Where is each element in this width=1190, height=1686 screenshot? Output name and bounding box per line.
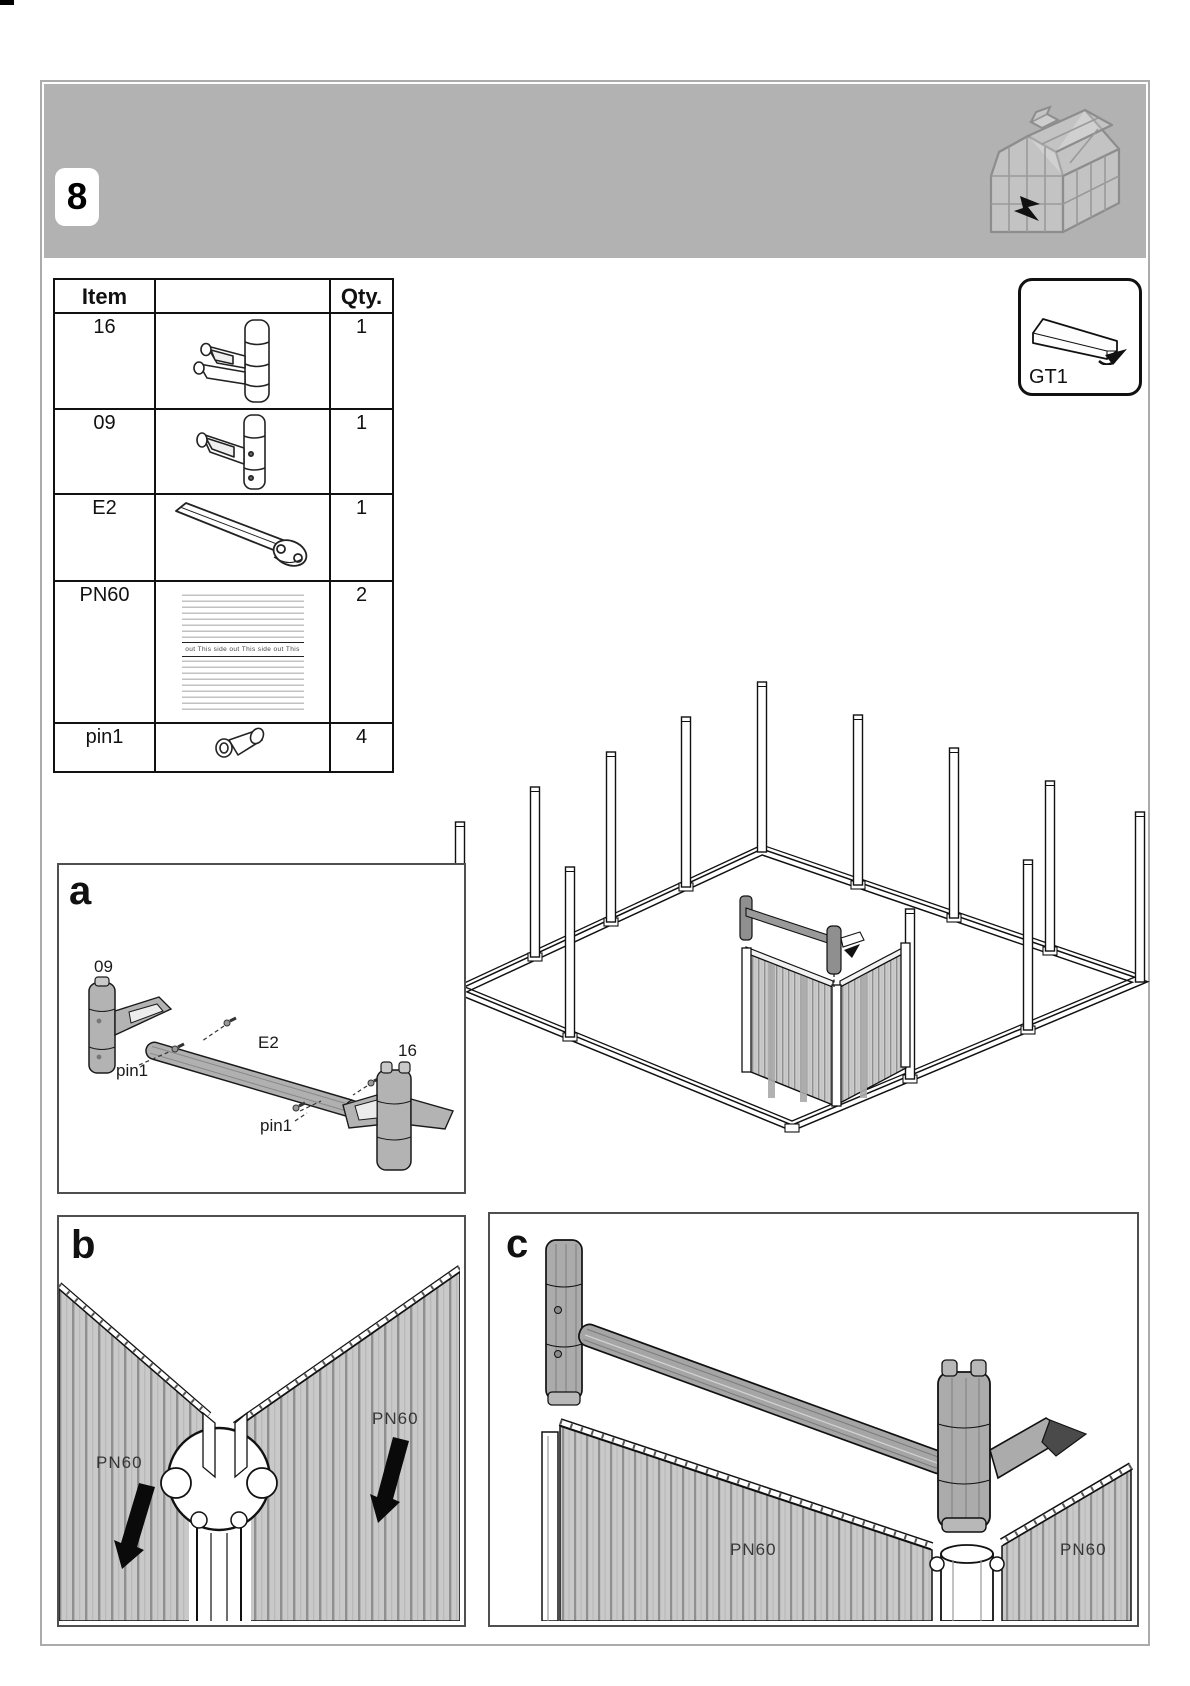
detail-a-illustration <box>59 865 464 1192</box>
detail-a-box <box>57 863 466 1194</box>
detail-b-box <box>57 1215 466 1627</box>
part-pin1-icon <box>155 723 330 772</box>
detail-b-letter: b <box>71 1223 96 1267</box>
main-assembly-illustration <box>440 640 1155 1140</box>
table-row <box>54 409 393 494</box>
part-qty: 1 <box>330 494 393 581</box>
part-pn60-icon <box>155 581 330 723</box>
part-id: 09 <box>54 409 155 494</box>
part-qty: 2 <box>330 581 393 723</box>
gt1-label: GT1 <box>1029 366 1068 388</box>
header-band <box>44 84 1146 258</box>
label-pin1: pin1 <box>260 1116 293 1135</box>
table-header-row <box>54 279 393 313</box>
table-row <box>54 723 393 772</box>
col-header-item: Item <box>54 279 155 313</box>
table-row <box>54 313 393 409</box>
label-pn60: PN60 <box>730 1540 777 1559</box>
detail-c-box <box>488 1212 1139 1627</box>
gt1-tool-box <box>1018 278 1142 396</box>
label-pn60: PN60 <box>96 1453 143 1472</box>
detail-c-letter: c <box>506 1222 529 1266</box>
crop-mark <box>0 0 14 5</box>
part-qty: 4 <box>330 723 393 772</box>
label-e2: E2 <box>258 1033 279 1052</box>
greenhouse-icon <box>946 92 1136 242</box>
part-id: 16 <box>54 313 155 409</box>
label-pin1: pin1 <box>116 1061 149 1080</box>
part-09-icon <box>155 409 330 494</box>
col-header-qty: Qty. <box>330 279 393 313</box>
detail-c-illustration <box>490 1214 1133 1621</box>
parts-table <box>53 278 394 773</box>
gt1-tool-icon <box>1021 281 1133 365</box>
part-e2-icon <box>155 494 330 581</box>
label-09: 09 <box>94 957 113 976</box>
part-16-icon <box>155 313 330 409</box>
this-side-out-tape: out This side out This side out This <box>182 642 304 657</box>
step-number: 8 <box>66 176 88 217</box>
corner-post-drawing <box>930 1545 1004 1621</box>
part-qty: 1 <box>330 409 393 494</box>
part-qty: 1 <box>330 313 393 409</box>
part-16-drawing <box>343 1062 453 1170</box>
part-id: E2 <box>54 494 155 581</box>
label-pn60: PN60 <box>1060 1540 1107 1559</box>
part-id: PN60 <box>54 581 155 723</box>
col-header-image <box>155 279 330 313</box>
label-16: 16 <box>398 1041 417 1060</box>
part-id: pin1 <box>54 723 155 772</box>
table-row <box>54 581 393 723</box>
detail-a-letter: a <box>69 869 92 913</box>
label-pn60: PN60 <box>372 1409 419 1428</box>
step-number-box <box>55 168 99 226</box>
part-09-drawing <box>546 1240 582 1405</box>
table-row <box>54 494 393 581</box>
